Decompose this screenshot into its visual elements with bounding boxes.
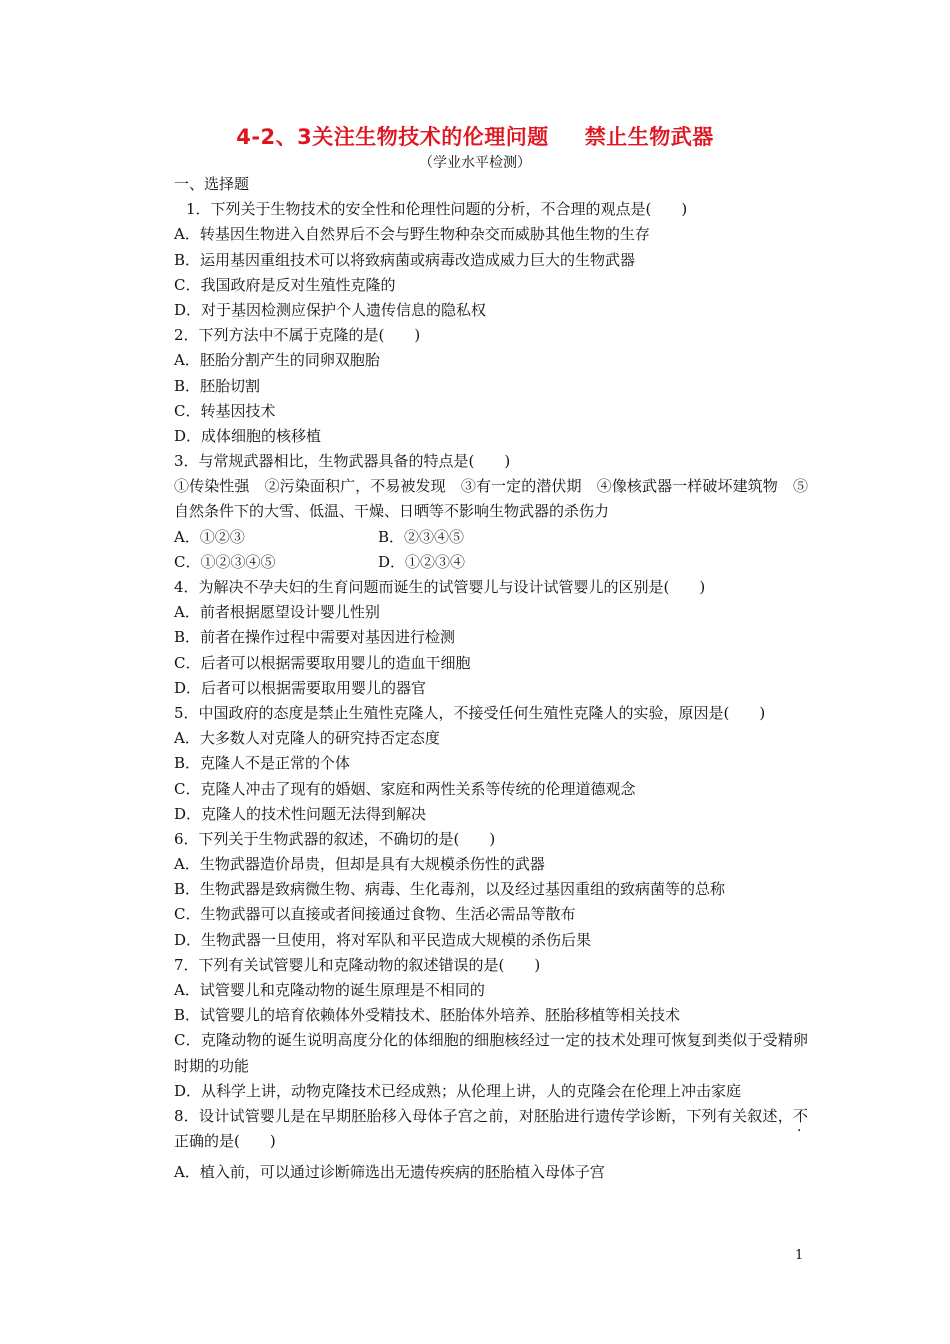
question-body	[146, 172, 808, 1186]
question-8-stem-end: 正确的是( )	[174, 1132, 276, 1151]
section-heading: 一、选择题	[174, 175, 250, 193]
question-8-stem-text: 8．设计试管婴儿是在早期胚胎移入母体子宫之前，对胚胎进行遗传学诊断，下列有关叙述，	[174, 1107, 793, 1126]
question-3-options-row-2	[146, 550, 808, 575]
title-part-1: 4-2、3关注生物技术的伦理问题	[236, 125, 549, 149]
question-7-option-c: C．克隆动物的诞生说明高度分化的体细胞的细胞核经过一定的技术处理可恢复到类似于受精卵时期的功能	[174, 1031, 808, 1075]
question-6-option-c: C．生物武器可以直接或者间接通过食物、生活必需品等散布	[174, 905, 576, 924]
page-title	[0, 121, 950, 151]
question-5-stem: 5．中国政府的态度是禁止生殖性克隆人，不接受任何生殖性克隆人的实验，原因是( )	[174, 703, 766, 722]
question-3-option-d: D．①②③④	[378, 552, 466, 571]
question-6-option-d: D．生物武器一旦使用，将对军队和平民造成大规模的杀伤后果	[174, 930, 592, 949]
question-4-stem: 4．为解决不孕夫妇的生育问题而诞生的试管婴儿与设计试管婴儿的区别是( )	[174, 578, 706, 597]
question-7-option-d: D．从科学上讲，动物克隆技术已经成熟；从伦理上讲，人的克隆会在伦理上冲击家庭	[174, 1081, 742, 1100]
question-1-option-b: B．运用基因重组技术可以将致病菌或病毒改造成威力巨大的生物武器	[174, 250, 636, 269]
question-5-option-d: D．克隆人的技术性问题无法得到解决	[174, 804, 427, 823]
question-2-option-c: C．转基因技术	[174, 401, 276, 420]
page-number: 1	[795, 1248, 804, 1263]
question-3-stem: 3．与常规武器相比，生物武器具备的特点是( )	[174, 452, 511, 471]
question-1-option-a: A．转基因生物进入自然界后不会与野生物种杂交而威胁其他生物的生存	[174, 225, 650, 244]
question-4-option-d: D．后者可以根据需要取用婴儿的器官	[174, 678, 427, 697]
question-5-option-b: B．克隆人不是正常的个体	[174, 754, 351, 773]
question-8-option-a: A．植入前，可以通过诊断筛选出无遗传疾病的胚胎植入母体子宫	[174, 1163, 605, 1182]
page-subtitle: （学业水平检测）	[419, 155, 531, 171]
question-6-stem: 6．下列关于生物武器的叙述，不确切的是( )	[174, 829, 496, 848]
question-2-option-b: B．胚胎切割	[174, 376, 261, 395]
question-1-option-d: D．对于基因检测应保护个人遗传信息的隐私权	[174, 300, 487, 319]
question-3-option-c: C．①②③④⑤	[174, 552, 276, 571]
question-4-option-a: A．前者根据愿望设计婴儿性别	[174, 603, 380, 622]
question-2-option-d: D．成体细胞的核移植	[174, 426, 322, 445]
question-8-stem	[146, 1104, 808, 1154]
question-8-emphasis: 不	[792, 1107, 808, 1126]
question-2-option-a: A．胚胎分割产生的同卵双胞胎	[174, 351, 380, 370]
question-7-option-a: A．试管婴儿和克隆动物的诞生原理是不相同的	[174, 981, 485, 1000]
question-5-option-c: C．克隆人冲击了现有的婚姻、家庭和两性关系等传统的伦理道德观念	[174, 779, 636, 798]
question-4-option-b: B．前者在操作过程中需要对基因进行检测	[174, 628, 456, 647]
question-3-option-b: B．②③④⑤	[378, 527, 465, 546]
question-7-stem: 7．下列有关试管婴儿和克隆动物的叙述错误的是( )	[174, 955, 541, 974]
question-1-option-c: C．我国政府是反对生殖性克隆的	[174, 275, 396, 294]
question-3-options-row-1	[146, 525, 808, 550]
question-5-option-a: A．大多数人对克隆人的研究持否定态度	[174, 729, 440, 748]
question-1-stem: 1．下列关于生物技术的安全性和伦理性问题的分析，不合理的观点是( )	[186, 200, 688, 219]
question-6-option-b: B．生物武器是致病微生物、病毒、生化毒剂，以及经过基因重组的致病菌等的总称	[174, 880, 726, 899]
question-3-option-a: A．①②③	[174, 527, 245, 546]
question-2-stem: 2．下列方法中不属于克隆的是( )	[174, 326, 421, 345]
question-3-statements: ①传染性强 ②污染面积广，不易被发现 ③有一定的潜伏期 ④像核武器一样破坏建筑物 ⑤自然条件下的大雪、低温、干燥、日晒等不影响生物武器的杀伤力	[174, 477, 808, 521]
question-7-option-b: B．试管婴儿的培育依赖体外受精技术、胚胎体外培养、胚胎移植等相关技术	[174, 1006, 681, 1025]
question-6-option-a: A．生物武器造价昂贵，但却是具有大规模杀伤性的武器	[174, 855, 545, 874]
title-part-2: 禁止生物武器	[584, 125, 714, 149]
question-4-option-c: C．后者可以根据需要取用婴儿的造血干细胞	[174, 653, 471, 672]
